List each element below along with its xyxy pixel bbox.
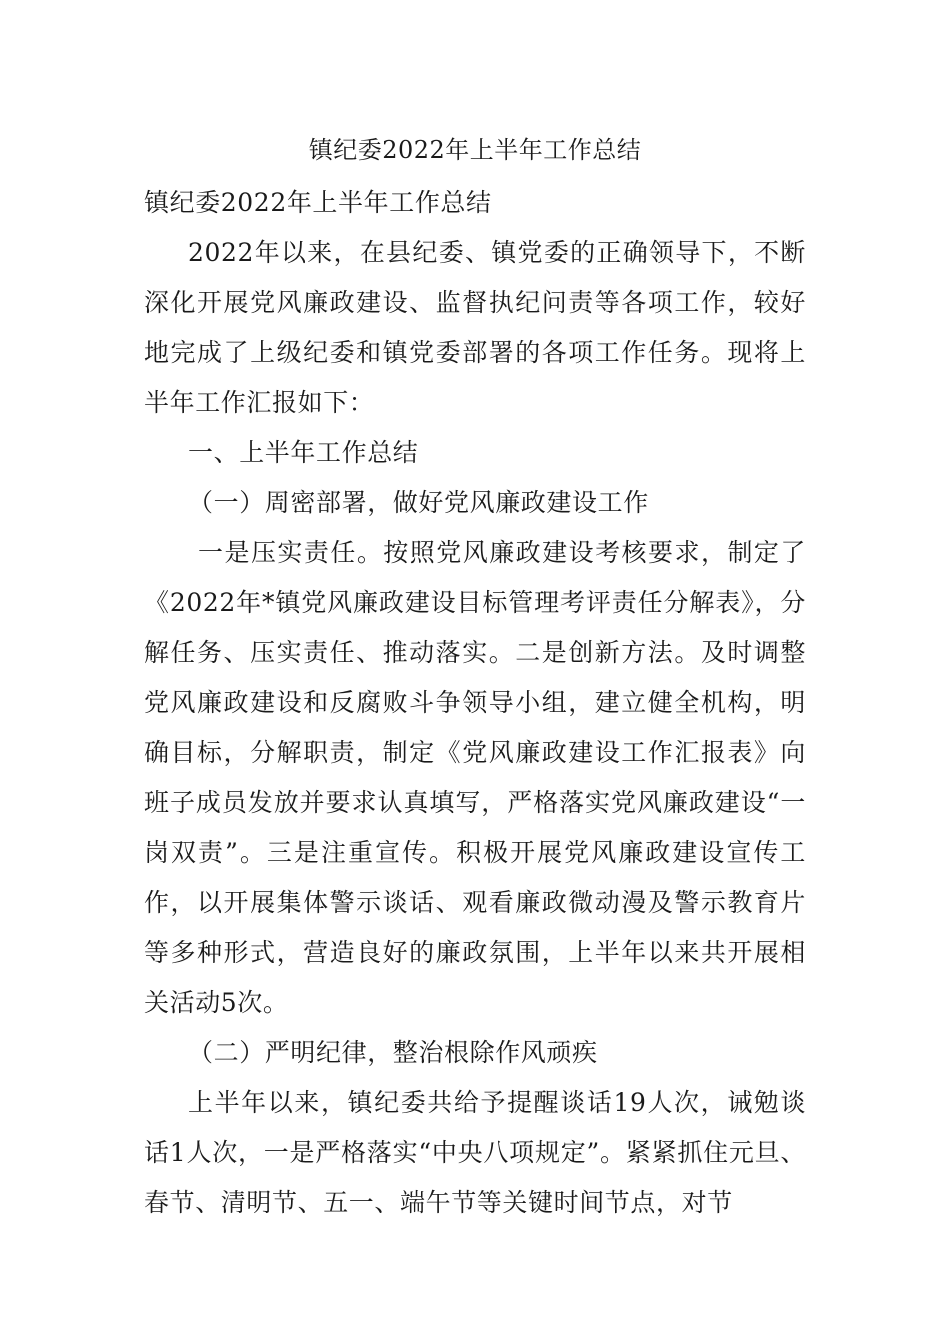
subsection-heading-1: （一）周密部署，做好党风廉政建设工作 (188, 488, 649, 517)
subsection-heading-2: （二）严明纪律，整治根除作风顽疾 (188, 1038, 598, 1067)
subtitle-paragraph: 镇纪委2022年上半年工作总结 (144, 188, 492, 217)
document-title: 镇纪委2022年上半年工作总结 (308, 136, 642, 164)
body-paragraph-1: 一是压实责任。按照党风廉政建设考核要求，制定了《2022年*镇党风廉政建设目标管理考评责任分解表》，分解任务、压实责任、推动落实。二是创新方法。及时调整党风廉政建设和反腐败斗争领导小组，建立健全机构，明确目标，分解职责，制定《党风廉政建设工作汇报表》向班子成员发放并要求认真填写，严格落实党风廉政建设“一岗双责”。三是注重宣传。积极开展党风廉政建设宣传工作，以开展集体警示谈话、观看廉政微动漫及警示教育片等多种形式，营造良好的廉政氛围，上半年以来共开展相关活动5次。 (144, 538, 806, 1017)
intro-paragraph: 2022年以来，在县纪委、镇党委的正确领导下，不断深化开展党风廉政建设、监督执纪问责等各项工作，较好地完成了上级纪委和镇党委部署的各项工作任务。现将上半年工作汇报如下： (144, 238, 806, 417)
body-paragraph-2: 上半年以来，镇纪委共给予提醒谈话19人次，诫勉谈话1人次，一是严格落实“中央八项规定”。紧紧抓住元旦、春节、清明节、五一、端午节等关键时间节点，对节 (144, 1088, 806, 1217)
section-heading: 一、上半年工作总结 (188, 438, 419, 467)
document-body (144, 178, 806, 1228)
